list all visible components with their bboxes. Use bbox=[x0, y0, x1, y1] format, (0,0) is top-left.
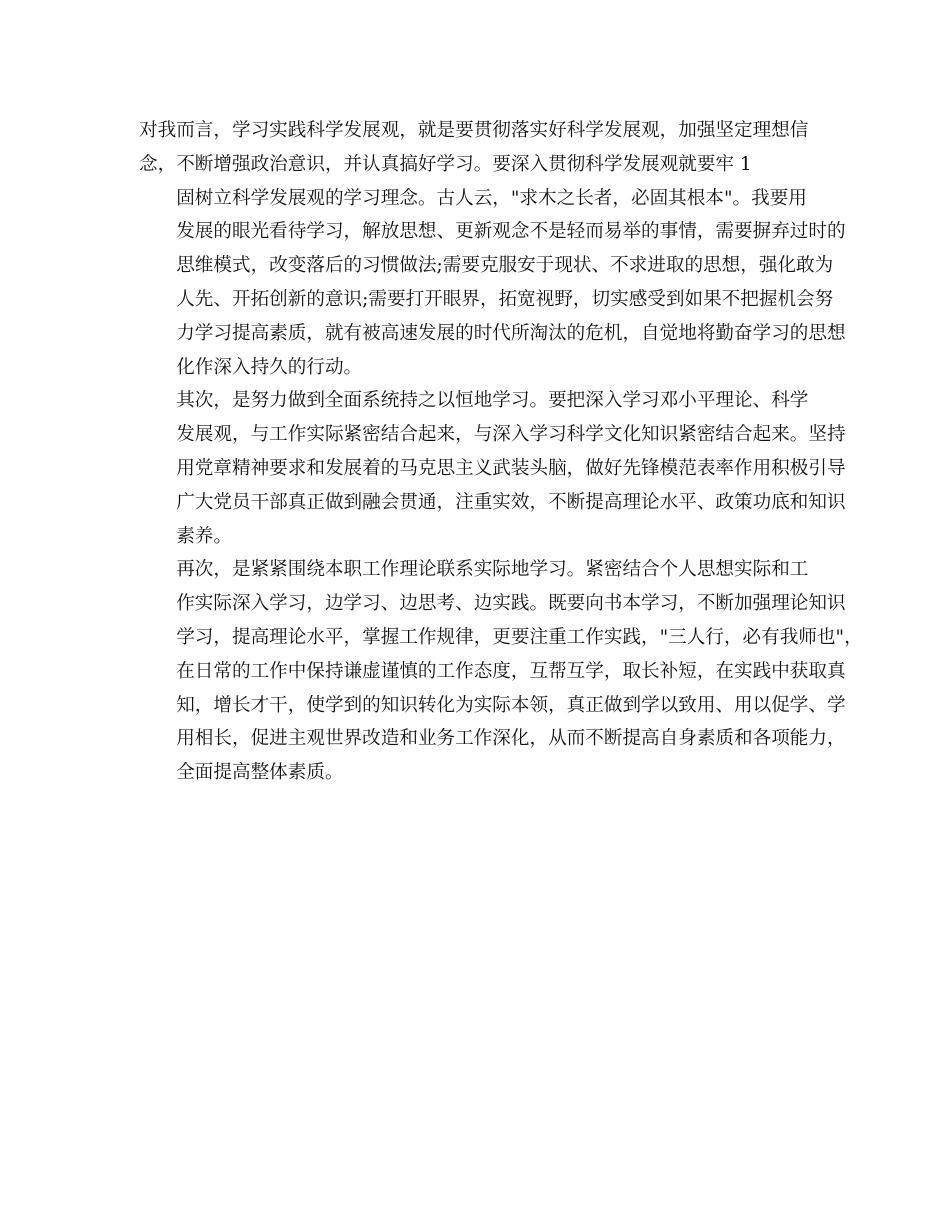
document-body bbox=[139, 114, 863, 790]
paragraph-3 bbox=[139, 384, 846, 553]
text-line: 全面提高整体素质。 bbox=[176, 762, 344, 784]
text-line: 作实际深入学习，边学习、边思考、边实践。既要向书本学习，不断加强理论知识 bbox=[176, 593, 846, 615]
text-line: 发展的眼光看待学习，解放思想、更新观念不是轻而易举的事情，需要摒弃过时的 bbox=[176, 221, 846, 243]
text-line: 念，不断增强政治意识，并认真搞好学习。要深入贯彻科学发展观就要牢 1 bbox=[139, 153, 752, 175]
text-line: 其次，是努力做到全面系统持之以恒地学习。要把深入学习邓小平理论、科学 bbox=[176, 390, 809, 412]
paragraph-2 bbox=[139, 182, 846, 385]
text-line: 力学习提高素质，就有被高速发展的时代所淘汰的危机，自觉地将勤奋学习的思想 bbox=[176, 322, 846, 344]
text-line: 素养。 bbox=[176, 525, 232, 547]
text-line: 发展观，与工作实际紧密结合起来，与深入学习科学文化知识紧密结合起来。坚持 bbox=[176, 424, 846, 446]
text-line: 广大党员干部真正做到融会贯通，注重实效，不断提高理论水平、政策功底和知识 bbox=[176, 491, 846, 513]
text-line: 在日常的工作中保持谦虚谨慎的工作态度，互帮互学，取长补短，在实践中获取真 bbox=[176, 660, 846, 682]
text-line: 再次，是紧紧围绕本职工作理论联系实际地学习。紧密结合个人思想实际和工 bbox=[176, 559, 809, 581]
text-line: 对我而言，学习实践科学发展观，就是要贯彻落实好科学发展观，加强坚定理想信 bbox=[139, 120, 809, 141]
paragraph-1 bbox=[139, 114, 821, 182]
paragraph-4 bbox=[139, 553, 863, 790]
text-line: 人先、开拓创新的意识;需要打开眼界，拓宽视野，切实感受到如果不把握机会努 bbox=[176, 288, 834, 310]
text-line: 用相长，促进主观世界改造和业务工作深化，从而不断提高自身素质和各项能力， bbox=[176, 728, 846, 750]
text-line: 化作深入持久的行动。 bbox=[176, 356, 363, 378]
text-line: 思维模式，改变落后的习惯做法;需要克服安于现状、不求进取的思想，强化敢为 bbox=[176, 255, 834, 277]
text-line: 学习，提高理论水平，掌握工作规律，更要注重工作实践，"三人行，必有我师也"， bbox=[176, 626, 863, 648]
text-line: 用党章精神要求和发展着的马克思主义武装头脑，做好先锋模范表率作用积极引导 bbox=[176, 457, 846, 479]
text-line: 固树立科学发展观的学习理念。古人云，"求木之长者，必固其根本"。我要用 bbox=[176, 187, 807, 209]
text-line: 知，增长才干，使学到的知识转化为实际本领，真正做到学以致用、用以促学、学 bbox=[176, 694, 846, 716]
